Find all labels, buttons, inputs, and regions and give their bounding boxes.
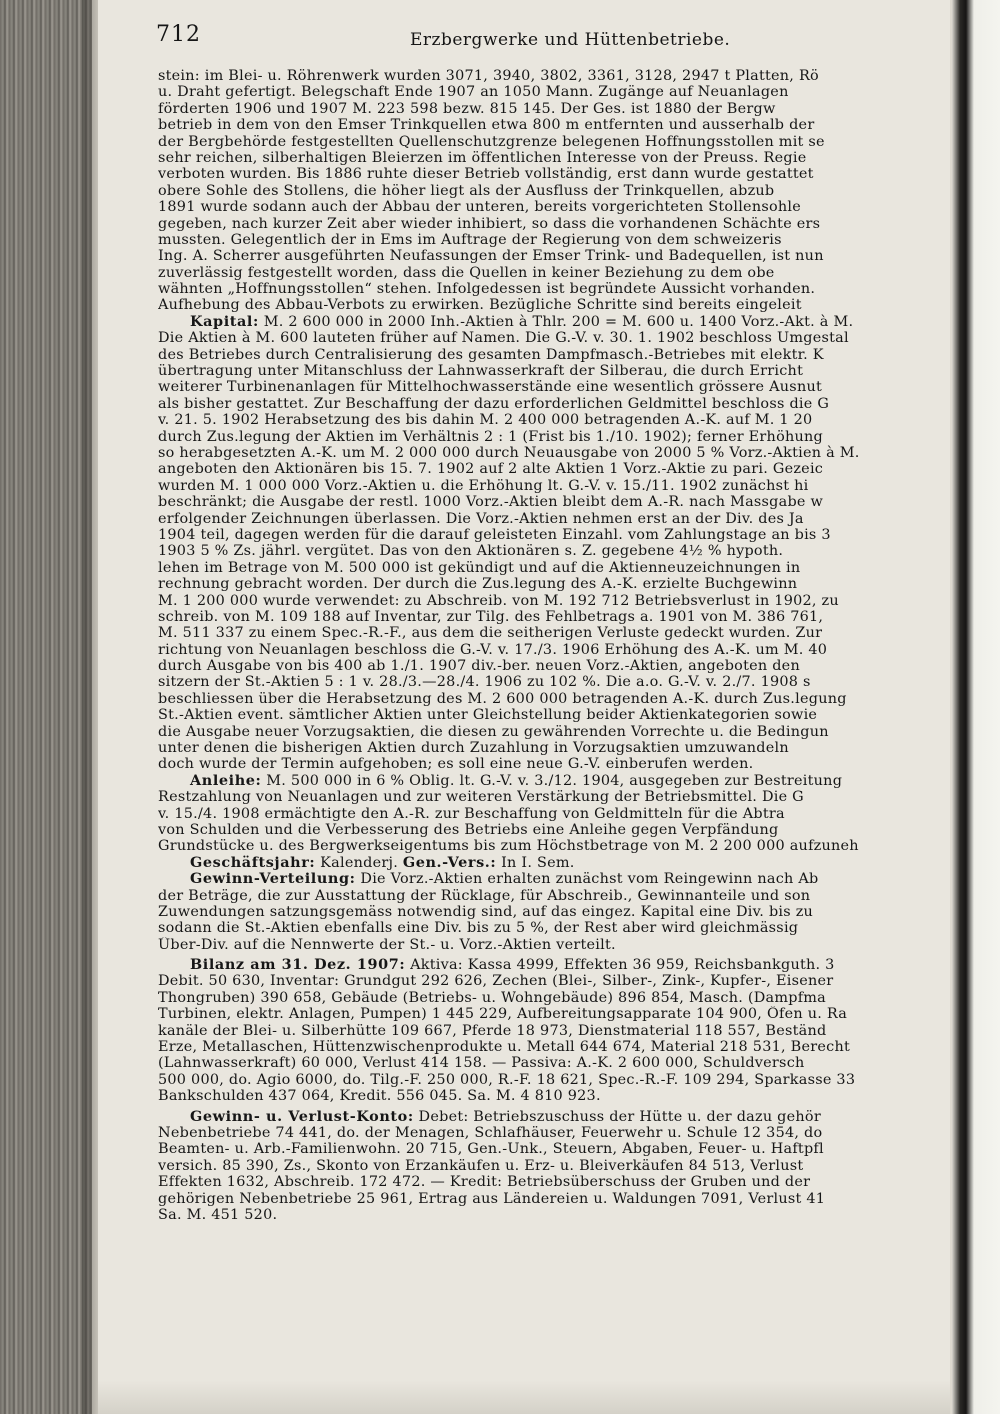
text-line xyxy=(158,412,928,428)
line-text: Debit. 50 630, Inventar: Grundgut 292 626, Zechen (Blei-, Silber-, Zink-, Kupfer-, Eisener xyxy=(158,973,834,990)
text-line xyxy=(158,691,928,707)
text-line xyxy=(158,216,928,232)
line-text: Aufhebung des Abbau-Verbots zu erwirken. Bezügliche Schritte sind bereits eingeleit xyxy=(158,297,802,314)
line-text: beschliessen über die Herabsetzung des M. 2 600 000 betragenden A.-K. durch Zus.legung xyxy=(158,690,847,707)
page-edge xyxy=(952,0,1000,1414)
line-text: Thongruben) 390 658, Gebäude (Betriebs- u. Wohngebäude) 896 854, Masch. (Dampfma xyxy=(158,989,827,1006)
line-text: versich. 85 390, Zs., Skonto von Erzankäufen u. Erz- u. Bleiverkäufen 84 513, Verlust xyxy=(158,1157,804,1174)
text-line xyxy=(158,1055,928,1071)
line-text: 1903 5 % Zs. jährl. vergütet. Das von den Aktionären s. Z. gegebene 4½ % hypoth. xyxy=(158,543,784,560)
running-head: Erzbergwerke und Hüttenbetriebe. xyxy=(410,30,731,50)
text-line xyxy=(158,199,928,215)
line-text: doch wurde der Termin aufgehoben; es soll eine neue G.-V. einberufen werden. xyxy=(158,756,754,773)
line-text: Erze, Metallaschen, Hüttenzwischenprodukte u. Metall 644 674, Material 218 531, Berecht xyxy=(158,1039,850,1056)
line-text: Sa. M. 451 520. xyxy=(158,1206,278,1223)
text-line xyxy=(158,150,928,166)
text-line xyxy=(158,68,928,84)
line-text: unter denen die bisherigen Aktien durch Zuzahlung in Vorzugsaktien umzuwandeln xyxy=(158,740,789,757)
line-text: Grundstücke u. des Bergwerkseigentums bis zum Höchstbetrage von M. 2 200 000 aufzuneh xyxy=(158,838,859,855)
line-text: Beamten- u. Arb.-Familienwohn. 20 715, Gen.-Unk., Steuern, Abgaben, Feuer- u. Haftpfl xyxy=(158,1141,824,1158)
line-text: sehr reichen, silberhaltigen Bleierzen im öffentlichen Interesse von der Preuss. Regie xyxy=(158,149,807,166)
line-text: so herabgesetzten A.-K. um M. 2 000 000 durch Neuausgabe von 2000 5 % Vorz.-Aktien à M. xyxy=(158,444,860,461)
line-text: u. Draht gefertigt. Belegschaft Ende 1907 an 1050 Mann. Zugänge auf Neuanlagen xyxy=(158,84,789,101)
line-text: verboten wurden. Bis 1886 ruhte dieser Betrieb vollständig, erst dann wurde gestattet xyxy=(158,166,814,183)
line-text: 500 000, do. Agio 6000, do. Tilg.-F. 250 000, R.-F. 18 621, Spec.-R.-F. 109 294, Sparkasse 33 xyxy=(158,1071,856,1088)
line-text: Nebenbetriebe 74 441, do. der Menagen, Schlafhäuser, Feuerwehr u. Schule 12 354, do xyxy=(158,1125,823,1141)
body-text xyxy=(158,68,928,1378)
text-line xyxy=(158,756,928,772)
line-text: M. 511 337 zu einem Spec.-R.-F., aus dem die seitherigen Verluste gedeckt wurden. Zur xyxy=(158,625,823,642)
line-text: Debet: Betriebszuschuss der Hütte u. der dazu gehör xyxy=(413,1108,821,1125)
text-line xyxy=(158,973,928,989)
line-text: sodann die St.-Aktien ebenfalls eine Div. bis zu 5 %, der Rest aber wird gleichmässig xyxy=(158,920,799,937)
line-text: In I. Sem. xyxy=(496,854,575,871)
text-line xyxy=(158,724,928,740)
line-text: des Betriebes durch Centralisierung des gesamten Dampfmasch.-Betriebes mit elektr. K xyxy=(158,346,824,363)
line-text: durch Ausgabe von bis 400 ab 1./1. 1907 div.-ber. neuen Vorz.-Aktien, angeboten den xyxy=(158,658,800,675)
section-heading: Kapital: xyxy=(190,313,259,330)
line-text: Zuwendungen satzungsgemäss notwendig sind, auf das eingez. Kapital eine Div. bis zu xyxy=(158,903,814,920)
line-text: betrieb in dem von den Emser Trinkquellen etwa 800 m entfernten und ausserhalb der xyxy=(158,117,815,134)
line-text: mussten. Gelegentlich der in Ems im Auftrage der Regierung von dem schweizeris xyxy=(158,231,782,248)
text-line xyxy=(158,166,928,182)
line-text: wähnten „Hoffnungsstollen“ stehen. Infolgedessen ist begründete Aussicht vorhanden. xyxy=(158,281,816,298)
text-line xyxy=(158,478,928,494)
text-line xyxy=(158,1039,928,1055)
text-line xyxy=(158,576,928,592)
text-line xyxy=(158,937,928,953)
line-text: M. 2 600 000 in 2000 Inh.-Aktien à Thlr. 200 = M. 600 u. 1400 Vorz.-Akt. à M. xyxy=(258,313,854,330)
line-text: richtung von Neuanlagen beschloss die G.-V. v. 17./3. 1906 Erhöhung des A.-K. um M. 40 xyxy=(158,641,828,658)
line-text: zuverlässig festgestellt worden, dass die Quellen in keiner Beziehung zu dem obe xyxy=(158,264,775,281)
text-line xyxy=(158,314,928,330)
line-text: von Schulden und die Verbesserung des Betriebs eine Anleihe gegen Verpfändung xyxy=(158,821,779,838)
line-text: 1891 wurde sodann auch der Abbau der unteren, bereits vorgerichteten Stollensohle xyxy=(158,199,802,216)
text-line xyxy=(158,84,928,100)
text-line xyxy=(158,806,928,822)
line-text: Kalenderj. xyxy=(315,854,399,871)
section-heading: Gewinn- u. Verlust-Konto: xyxy=(190,1108,414,1125)
line-text: sitzern der St.-Aktien 5 : 1 v. 28./3.—28./4. 1906 zu 102 %. Die a.o. G.-V. v. 2./7. 1908 s xyxy=(158,674,811,691)
text-line xyxy=(158,248,928,264)
text-line xyxy=(158,1109,928,1125)
text-line xyxy=(158,1141,928,1157)
text-line xyxy=(158,707,928,723)
line-text: gegeben, nach kurzer Zeit aber wieder inhibiert, so dass die vorhandenen Schächte ers xyxy=(158,215,821,232)
line-text: durch Zus.legung der Aktien im Verhältnis 2 : 1 (Frist bis 1./10. 1902); ferner Erhöhung xyxy=(158,428,824,445)
line-text: kanäle der Blei- u. Silberhütte 109 667, Pferde 18 973, Dienstmaterial 118 557, Beständ xyxy=(158,1022,827,1039)
line-text: Restzahlung von Neuanlagen und zur weiteren Verstärkung der Betriebsmittel. Die G xyxy=(158,789,804,806)
section-heading: Gewinn-Verteilung: xyxy=(190,871,356,888)
text-line xyxy=(158,543,928,559)
line-text: übertragung unter Mitanschluss der Lahnwasserkraft der Silberau, die durch Erricht xyxy=(158,363,804,380)
text-line xyxy=(158,134,928,150)
line-text: Die Vorz.-Aktien erhalten zunächst vom Reingewinn nach Ab xyxy=(355,871,819,888)
text-line xyxy=(158,855,928,871)
text-line xyxy=(158,740,928,756)
text-line xyxy=(158,1158,928,1174)
line-text: der Bergbehörde festgestellten Quellenschutzgrenze belegenen Hoffnungsstollen mit se xyxy=(158,133,825,150)
text-line xyxy=(158,1207,928,1223)
text-line xyxy=(158,461,928,477)
text-line xyxy=(158,920,928,936)
text-line xyxy=(158,1125,928,1141)
text-line xyxy=(158,1174,928,1190)
text-line xyxy=(158,904,928,920)
line-text: Die Aktien à M. 600 lauteten früher auf Namen. Die G.-V. v. 30. 1. 1902 beschloss Umgestal xyxy=(158,330,849,347)
text-line xyxy=(158,265,928,281)
text-line xyxy=(158,871,928,887)
text-line xyxy=(158,609,928,625)
text-line xyxy=(158,527,928,543)
line-text: Aktiva: Kassa 4999, Effekten 36 959, Reichsbankguth. 3 xyxy=(405,957,835,974)
line-text: Ing. A. Scherrer ausgeführten Neufassungen der Emser Trink- und Badequellen, ist nun xyxy=(158,248,824,265)
line-text: M. 1 200 000 wurde verwendet: zu Abschreib. von M. 192 712 Betriebsverlust in 1902, zu xyxy=(158,592,839,609)
text-line xyxy=(158,789,928,805)
text-line xyxy=(158,560,928,576)
line-text: weiterer Turbinenanlagen für Mittelhochwasserstände eine wesentlich grössere Ausnut xyxy=(158,379,823,396)
text-line xyxy=(158,429,928,445)
line-text: v. 15./4. 1908 ermächtigte den A.-R. zur Beschaffung von Geldmitteln für die Abtra xyxy=(158,805,785,822)
section-heading: Bilanz am 31. Dez. 1907: xyxy=(190,957,406,974)
text-line xyxy=(158,1191,928,1207)
text-line xyxy=(158,1072,928,1088)
line-text: gehörigen Nebenbetriebe 25 961, Ertrag aus Ländereien u. Waldungen 7091, Verlust 41 xyxy=(158,1190,826,1207)
text-line xyxy=(158,888,928,904)
line-text: als bisher gestattet. Zur Beschaffung der dazu erforderlichen Geldmittel beschloss die G xyxy=(158,395,830,412)
line-text: v. 21. 5. 1902 Herabsetzung des bis dahin M. 2 400 000 betragenden A.-K. auf M. 1 20 xyxy=(158,412,813,429)
page-bottom-edge xyxy=(98,1380,950,1414)
line-text: obere Sohle des Stollens, die höher liegt als der Ausfluss der Trinkquellen, abzub xyxy=(158,182,775,199)
text-line xyxy=(158,642,928,658)
text-line xyxy=(158,363,928,379)
text-line xyxy=(158,990,928,1006)
section-heading: Anleihe: xyxy=(190,772,262,789)
text-line xyxy=(158,494,928,510)
text-line xyxy=(158,101,928,117)
line-text: die Ausgabe neuer Vorzugsaktien, die diesen zu gewährenden Vorrechte u. die Bedingun xyxy=(158,723,829,740)
line-text: förderten 1906 und 1907 M. 223 598 bezw. 815 145. Der Ges. ist 1880 der Bergw xyxy=(158,100,776,117)
text-line xyxy=(158,1006,928,1022)
line-text: stein: im Blei- u. Röhrenwerk wurden 3071, 3940, 3802, 3361, 3128, 2947 t Platten, Rö xyxy=(158,68,819,84)
text-line xyxy=(158,822,928,838)
text-line xyxy=(158,1088,928,1104)
line-text: Turbinen, elektr. Anlagen, Pumpen) 1 445 229, Aufbereitungsapparate 104 900, Öfen u. Ra xyxy=(158,1006,848,1023)
text-line xyxy=(158,625,928,641)
text-line xyxy=(158,1023,928,1039)
line-text: St.-Aktien event. sämtlicher Aktien unter Gleichstellung beider Aktienkategorien sowie xyxy=(158,707,818,724)
line-text: M. 500 000 in 6 % Oblig. lt. G.-V. v. 3./12. 1904, ausgegeben zur Bestreitung xyxy=(261,772,843,789)
text-line xyxy=(158,773,928,789)
text-line xyxy=(158,117,928,133)
book-spine xyxy=(0,0,92,1414)
line-text: schreib. von M. 109 188 auf Inventar, zur Tilg. des Fehlbetrags a. 1901 von M. 386 761, xyxy=(158,608,824,625)
text-line xyxy=(158,297,928,313)
text-line xyxy=(158,232,928,248)
line-text: erfolgender Zeichnungen überlassen. Die Vorz.-Aktien nehmen erst an der Div. des Ja xyxy=(158,510,804,527)
line-text: lehen im Betrage von M. 500 000 ist gekündigt und auf die Aktienneuzeichnungen in xyxy=(158,559,801,576)
line-text: (Lahnwasserkraft) 60 000, Verlust 414 158. — Passiva: A.-K. 2 600 000, Schuldversch xyxy=(158,1055,805,1072)
line-text: wurden M. 1 000 000 Vorz.-Aktien u. die Erhöhung lt. G.-V. v. 15./11. 1902 zunächst hi xyxy=(158,477,809,494)
line-text: beschränkt; die Ausgabe der restl. 1000 Vorz.-Aktien bleibt dem A.-R. nach Massgabe w xyxy=(158,494,824,511)
text-line xyxy=(158,674,928,690)
text-line xyxy=(158,658,928,674)
line-text: Effekten 1632, Abschreib. 172 472. — Kredit: Betriebsüberschuss der Gruben und der xyxy=(158,1174,811,1191)
text-line xyxy=(158,957,928,973)
text-line xyxy=(158,183,928,199)
line-text: der Beträge, die zur Ausstattung der Rücklage, für Abschreib., Gewinnanteile und son xyxy=(158,887,811,904)
line-text: 1904 teil, dagegen werden für die darauf geleisteten Einzahl. vom Zahlungstage an bis 3 xyxy=(158,526,831,543)
text-line xyxy=(158,379,928,395)
section-heading: Gen.-Vers.: xyxy=(402,854,497,871)
text-line xyxy=(158,445,928,461)
text-line xyxy=(158,838,928,854)
text-line xyxy=(158,347,928,363)
page-number: 712 xyxy=(156,22,201,47)
line-text: angeboten den Aktionären bis 15. 7. 1902 auf 2 alte Aktien 1 Vorz.-Aktie zu pari. Gezeic xyxy=(158,461,824,478)
line-text: Über-Div. auf die Nennwerte der St.- u. Vorz.-Aktien verteilt. xyxy=(158,936,616,953)
text-line xyxy=(158,396,928,412)
text-line xyxy=(158,330,928,346)
text-line xyxy=(158,593,928,609)
section-heading: Geschäftsjahr: xyxy=(190,854,316,871)
line-text: rechnung gebracht worden. Der durch die Zus.legung des A.-K. erzielte Buchgewinn xyxy=(158,576,798,593)
text-line xyxy=(158,281,928,297)
text-line xyxy=(158,511,928,527)
line-text: Bankschulden 437 064, Kredit. 556 045. Sa. M. 4 810 923. xyxy=(158,1088,601,1105)
